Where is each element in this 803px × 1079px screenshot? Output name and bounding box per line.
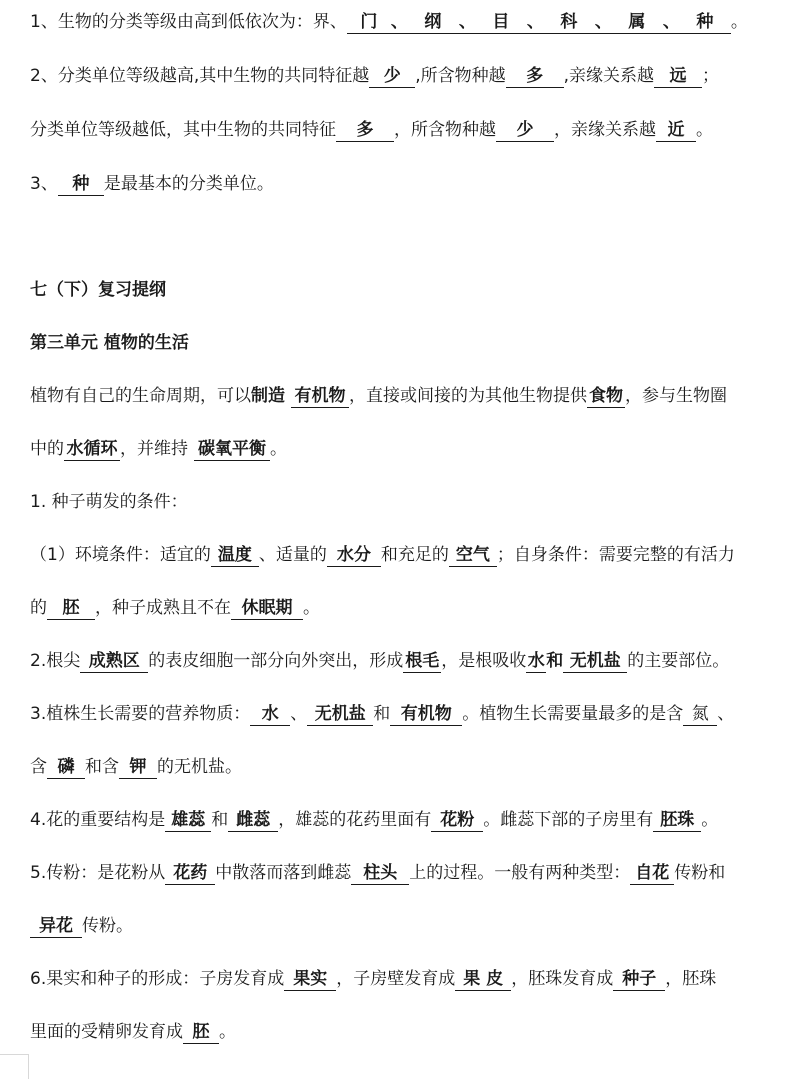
section-heading: 七（下）复习提纲 bbox=[30, 280, 166, 300]
text: ，胚珠发育成 bbox=[511, 969, 614, 989]
text: 1、生物的分类等级由高到低依次为：界、 bbox=[30, 12, 347, 32]
answer-blank: 种子 bbox=[613, 968, 665, 991]
text: ,所含物种越 bbox=[415, 66, 506, 86]
text: 的表皮细胞一部分向外突出，形成 bbox=[148, 651, 404, 671]
line-fruit-seed-formation bbox=[30, 967, 803, 991]
line-basic-unit bbox=[30, 172, 803, 196]
text: 2.根尖 bbox=[30, 651, 81, 671]
separator: 、 bbox=[458, 12, 476, 32]
text: 和 bbox=[211, 810, 229, 830]
answer-blank: 胚珠 bbox=[653, 809, 701, 832]
text: 中的 bbox=[30, 439, 64, 459]
text: 4.花的重要结构是 bbox=[30, 810, 166, 830]
answer-blank: 少 bbox=[496, 119, 554, 142]
text: 。 bbox=[701, 810, 719, 830]
separator: 、 bbox=[662, 12, 680, 32]
answer-blank: 成熟区 bbox=[80, 650, 148, 673]
line-flower-structure bbox=[30, 808, 803, 832]
answer-blank: 花粉 bbox=[431, 809, 483, 832]
emphasis-text: 和 bbox=[546, 651, 564, 671]
text: ,亲缘关系越 bbox=[563, 66, 655, 86]
text: ，雄蕊的花药里面有 bbox=[278, 810, 432, 830]
answer-blank: 果实 bbox=[284, 968, 336, 991]
emphasis-text: 制造 bbox=[251, 386, 285, 406]
text: 中散落而落到雌蕊 bbox=[215, 863, 352, 883]
text: 传粉和 bbox=[674, 863, 726, 883]
line-higher-level bbox=[30, 64, 803, 88]
answer-blank: 水分 bbox=[327, 544, 381, 567]
line-root-tip bbox=[30, 649, 803, 673]
text: 里面的受精卵发育成 bbox=[30, 1022, 183, 1042]
separator: 、 bbox=[526, 12, 544, 32]
line-cross-pollination bbox=[30, 914, 803, 938]
answer-blank: 氮 bbox=[683, 703, 717, 726]
answer-blank: 根毛 bbox=[405, 651, 440, 671]
text: 的主要部位。 bbox=[627, 651, 730, 671]
answer-blank: 门 bbox=[347, 11, 391, 34]
text: ；自身条件：需要完整的有活力 bbox=[496, 545, 735, 565]
line-embryo-dormancy bbox=[30, 596, 803, 620]
answer-blank: 磷 bbox=[47, 756, 85, 779]
line-water-cycle bbox=[30, 437, 803, 461]
text: 。 bbox=[730, 12, 748, 32]
answer-blank: 远 bbox=[654, 65, 702, 88]
answer-blank: 自花 bbox=[630, 862, 674, 885]
text: 3.植株生长需要的营养物质： bbox=[30, 704, 251, 724]
separator: 、 bbox=[390, 12, 408, 32]
unit-heading: 第三单元 植物的生活 bbox=[30, 333, 189, 353]
text: 2、分类单位等级越高,其中生物的共同特征越 bbox=[30, 66, 370, 86]
text: 、适量的 bbox=[258, 545, 327, 565]
text: ，并维持 bbox=[120, 439, 188, 459]
answer-blank: 柱头 bbox=[351, 862, 409, 885]
text: ，亲缘关系越 bbox=[554, 120, 656, 140]
answer-blank: 有机物 bbox=[291, 385, 349, 408]
answer-blank: 异花 bbox=[30, 915, 82, 938]
answer-blank: 目 bbox=[475, 11, 527, 34]
text: ，子房壁发育成 bbox=[336, 969, 456, 989]
answer-blank: 科 bbox=[543, 11, 595, 34]
text: 。 bbox=[303, 598, 320, 618]
text: 的无机盐。 bbox=[157, 757, 242, 777]
page-corner-mark bbox=[0, 1054, 29, 1079]
line-phosphorus-potassium bbox=[30, 755, 803, 779]
answer-blank: 近 bbox=[656, 119, 696, 142]
answer-blank: 花药 bbox=[165, 862, 215, 885]
answer-blank: 种 bbox=[58, 173, 104, 196]
line-environment-conditions bbox=[30, 543, 803, 567]
answer-blank: 胚 bbox=[47, 597, 95, 620]
answer-blank: 有机物 bbox=[390, 703, 462, 726]
answer-blank: 纲 bbox=[407, 11, 459, 34]
text: 。 bbox=[696, 120, 713, 140]
answer-blank: 水循环 bbox=[64, 438, 120, 461]
text: 。 bbox=[219, 1022, 236, 1042]
answer-blank: 水 bbox=[250, 703, 290, 726]
text: ，所含物种越 bbox=[394, 120, 496, 140]
text: 上的过程。一般有两种类型： bbox=[409, 863, 631, 883]
text: 。植物生长需要量最多的是含 bbox=[462, 704, 684, 724]
text: 。雌蕊下部的子房里有 bbox=[483, 810, 654, 830]
text: 、 bbox=[290, 704, 308, 724]
text: 3、 bbox=[30, 174, 58, 194]
line-classification-levels bbox=[30, 10, 803, 34]
answer-blank: 食物 bbox=[589, 386, 623, 406]
text: ，胚珠 bbox=[665, 969, 717, 989]
answer-blank: 雌蕊 bbox=[228, 809, 278, 832]
answer-blank: 果 皮 bbox=[455, 968, 511, 991]
line-zygote-embryo bbox=[30, 1020, 803, 1044]
answer-blank: 雄蕊 bbox=[165, 809, 211, 832]
answer-blank: 无机盐 bbox=[307, 703, 373, 726]
text: 的 bbox=[30, 598, 47, 618]
text: ； bbox=[702, 66, 720, 86]
line-pollination bbox=[30, 861, 803, 885]
answer-blank: 碳氧平衡 bbox=[194, 438, 270, 461]
answer-blank: 少 bbox=[369, 65, 415, 88]
text: 6.果实和种子的形成：子房发育成 bbox=[30, 969, 285, 989]
text: 含 bbox=[30, 757, 47, 777]
text: ，参与生物圈 bbox=[625, 386, 727, 406]
answer-blank: 钾 bbox=[119, 756, 157, 779]
line-plant-life-cycle bbox=[30, 384, 803, 408]
line-nutrients bbox=[30, 702, 803, 726]
answer-blank: 多 bbox=[506, 65, 564, 88]
text: 传粉。 bbox=[82, 916, 133, 936]
answer-blank: 种 bbox=[679, 11, 731, 34]
text: 。 bbox=[270, 439, 287, 459]
text: 、 bbox=[717, 704, 735, 724]
text: 和充足的 bbox=[380, 545, 449, 565]
text: 是最基本的分类单位。 bbox=[103, 174, 274, 194]
answer-blank: 多 bbox=[336, 119, 394, 142]
answer-blank: 休眠期 bbox=[231, 597, 303, 620]
text: 和 bbox=[373, 704, 391, 724]
line-lower-level bbox=[30, 118, 803, 142]
answer-blank: 属 bbox=[611, 11, 663, 34]
answer-blank: 水 bbox=[527, 651, 545, 671]
separator: 、 bbox=[594, 12, 612, 32]
answer-blank: 空气 bbox=[449, 544, 497, 567]
text: 5.传粉：是花粉从 bbox=[30, 863, 166, 883]
answer-blank: 无机盐 bbox=[563, 650, 627, 673]
text: ，种子成熟且不在 bbox=[95, 598, 231, 618]
answer-blank: 温度 bbox=[211, 544, 259, 567]
text: （1）环境条件：适宜的 bbox=[30, 545, 211, 565]
text: 植物有自己的生命周期，可以 bbox=[30, 386, 251, 406]
text: 和含 bbox=[85, 757, 119, 777]
text: ，直接或间接的为其他生物提供 bbox=[349, 386, 587, 406]
text: ，是根吸收 bbox=[441, 651, 527, 671]
line-germination-title: 1. 种子萌发的条件： bbox=[30, 492, 188, 512]
answer-blank: 胚 bbox=[183, 1021, 219, 1044]
text: 分类单位等级越低，其中生物的共同特征 bbox=[30, 120, 336, 140]
